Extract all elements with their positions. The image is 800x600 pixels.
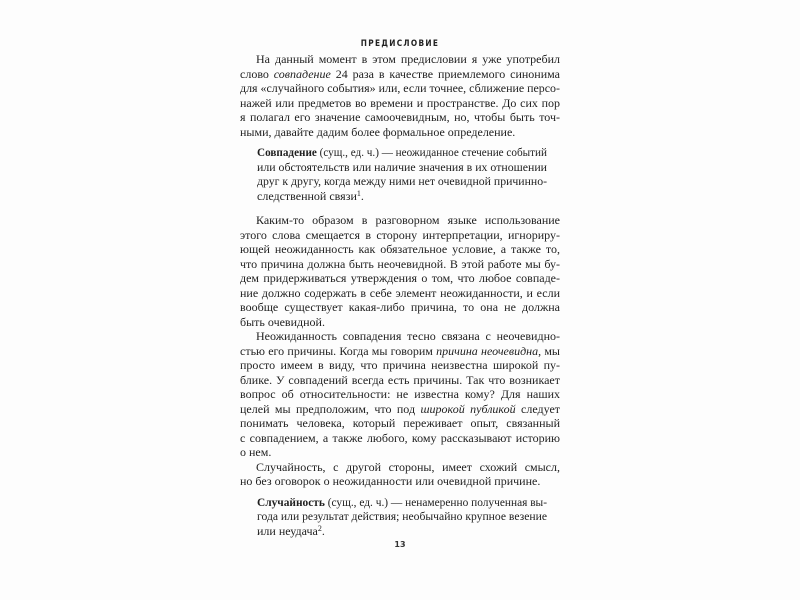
text-line: года или результат действия; необычайно крупное везение: [257, 509, 547, 523]
text-line: На данный момент в этом предисловии я уже употребил: [256, 52, 560, 66]
text-line: вопрос об относительности: не известна кому? Для наших: [240, 387, 560, 401]
paragraph: [240, 52, 560, 139]
text-line: вообще существует какая-либо причина, то она не должна: [240, 300, 560, 314]
text-line: или неудача$^2$.: [257, 523, 325, 538]
text-line: Неожиданность совпадения тесно связана с неочевидно-: [256, 329, 560, 343]
text-line: друг к другу, когда между ними нет очевидной причинно-: [257, 174, 547, 188]
text-line: стью его причины. Когда мы говорим причина неочевидна, мы: [240, 343, 560, 358]
text-line: ными, давайте дадим более формальное определение.: [240, 124, 516, 139]
definition-block: [240, 145, 560, 203]
text-line: нажей или предметов во времени и пространстве. До сих пор: [240, 95, 560, 110]
text-line: целей мы предположим, что под широкой публикой следует: [240, 401, 561, 416]
running-head: ПРЕДИСЛОВИЕ: [360, 39, 440, 49]
paragraph: [240, 213, 560, 329]
text-line: но без оговорок о неожиданности или очевидной причине.: [240, 474, 541, 488]
text-line: я полагал его значение самоочевидным, но, чтобы быть точ-: [240, 110, 560, 124]
text-line: что причина должна быть неочевидной. В этой работе мы бу-: [240, 256, 560, 271]
text-line: с совпадением, а также любого, кому рассказывают историю: [240, 430, 560, 445]
text-line: о нем.: [240, 445, 272, 459]
definition-block: [240, 495, 560, 539]
text-line: для «случайного события» или, если точнее, сближение персо-: [240, 81, 560, 95]
text-column: [240, 52, 560, 548]
text-line: Случайность, с другой стороны, имеет схожий смысл,: [256, 459, 560, 474]
text-line: дем придерживаться утверждения о том, что любое совпаде-: [240, 271, 560, 285]
paragraph: [240, 460, 560, 489]
text-line: слово совпадение 24 раза в качестве приемлемого синонима: [240, 66, 560, 81]
text-line: просто имеем в виду, что причина неизвестна широкой пу-: [240, 358, 560, 372]
text-line: ние должно содержать в себе элемент неожиданности, и если: [240, 285, 560, 300]
text-line: Совпадение (сущ., ед. ч.) — неожиданное стечение событий: [257, 145, 547, 159]
page-number: 13: [394, 540, 406, 549]
text-line: ющей неожиданность как обязательное условие, а также то,: [240, 242, 560, 256]
text-line: быть очевидной.: [240, 314, 325, 329]
text-line: или обстоятельств или наличие значения в их отношении: [257, 159, 547, 174]
text-line: блике. У совпадений всегда есть причины. Так что возникает: [240, 372, 560, 387]
text-line: понимать человека, который переживает опыт, связанный: [240, 416, 560, 430]
text-line: Случайность (сущ., ед. ч.) — ненамеренно полученная вы-: [257, 494, 547, 509]
text-line: Каким-то образом в разговорном языке использование: [256, 213, 560, 227]
paragraph: [240, 329, 560, 460]
text-line: следственной связи$^1$.: [257, 188, 364, 203]
text-line: этого слова смещается в сторону интерпретации, игнориру-: [240, 227, 560, 242]
